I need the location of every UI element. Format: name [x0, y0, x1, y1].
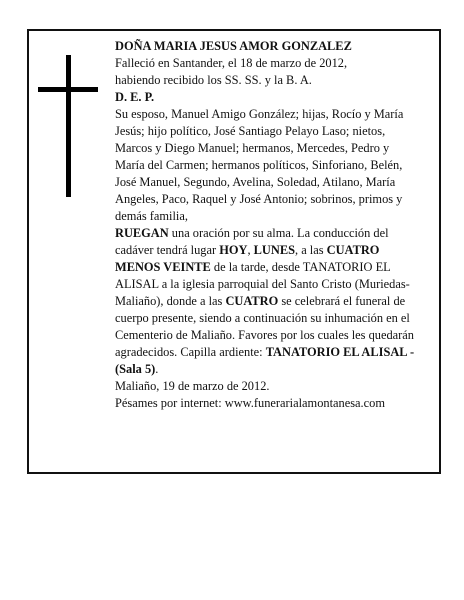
cross-icon-bar [38, 87, 98, 92]
deceased-name: DOÑA MARIA JESUS AMOR GONZALEZ [115, 39, 352, 53]
request-word: RUEGAN [115, 226, 169, 240]
place-date: Maliaño, 19 de marzo de 2012. [115, 379, 270, 393]
death-info-line-1: Falleció en Santander, el 18 de marzo de 2012, [115, 56, 348, 70]
rest-in-peace: D. E. P. [115, 90, 155, 104]
funeral-time: CUATRO [225, 294, 279, 308]
chapel-location: TANATORIO EL ALISAL - (Sala 5) [115, 345, 415, 376]
ceremony-paragraph: RUEGAN una oración por su alma. La conducción del cadáver tendrá lugar HOY, LUNES, a las CUATRO MENOS VEINTE de la tarde, desde TANATORIO EL ALISAL a la iglesia parroquial del Santo Cristo (Muriedas-Maliaño), donde a las CUATRO se celebrará el funeral de cuerpo presente, siendo a continuación su inhumación en el Cementerio de Maliaño. Favores por los cuales les quedarán agradecidos. Capilla ardiente: TANATORIO EL ALISAL - (Sala 5). [115, 226, 415, 376]
condolences-line: Pésames por internet: www.funerarialamontanesa.com [115, 396, 385, 410]
cross-icon [66, 55, 71, 197]
obituary-text [115, 38, 421, 412]
death-info-line-2: habiendo recibido los SS. SS. y la B. A. [115, 73, 312, 87]
family-paragraph: Su esposo, Manuel Amigo González; hijas, Rocío y María Jesús; hijo político, José Santiago Pelayo Laso; nietos, Marcos y Diego Manuel; hermanos, Mercedes, Pedro y María del Carmen; hermanos políticos, Sinforiano, Belén, José Manuel, Segundo, Avelina, Soledad, Atilano, María Angeles, Paco, Raquel y José Antonio; sobrinos, primos y demás familia, [115, 107, 404, 223]
procession-time: CUATRO MENOS VEINTE [115, 243, 380, 274]
